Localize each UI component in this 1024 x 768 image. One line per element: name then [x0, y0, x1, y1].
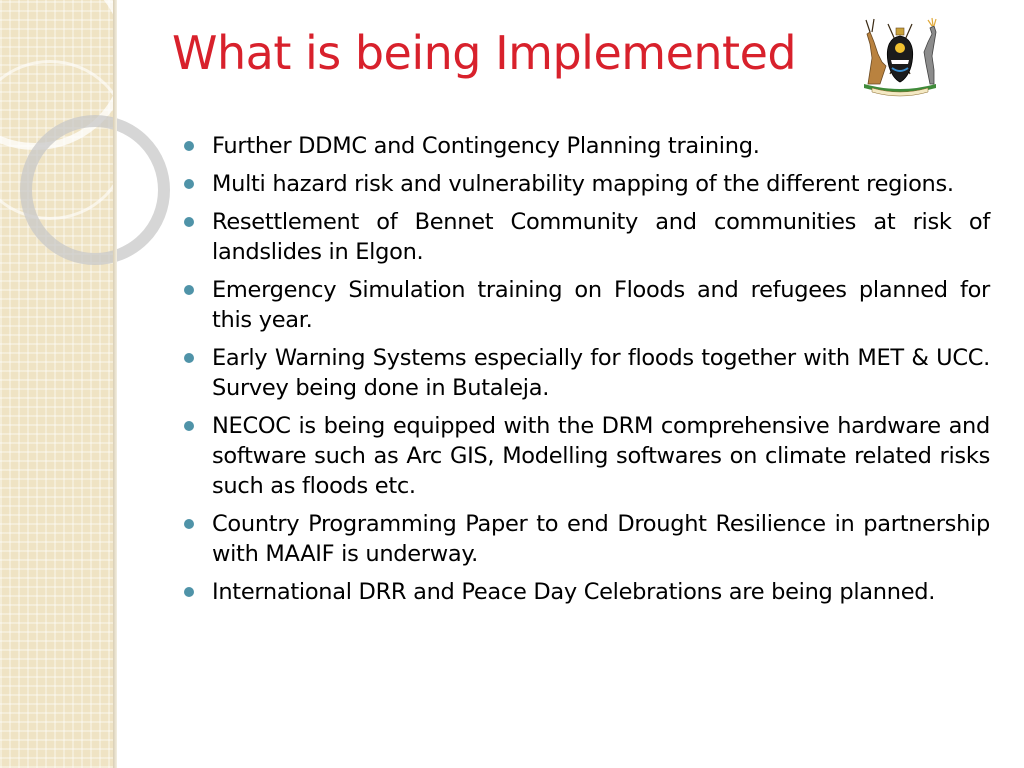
bullet-text: NECOC is being equipped with the DRM comprehensive hardware and software such as Arc GIS, Modelling softwares on climate related risks such as floods etc. [212, 413, 990, 499]
bullet-icon [184, 421, 194, 431]
bullet-icon [184, 587, 194, 597]
list-item [184, 131, 990, 161]
bullet-icon [184, 217, 194, 227]
list-item [184, 577, 990, 607]
coat-of-arms-icon [858, 14, 942, 98]
bullet-icon [184, 519, 194, 529]
decorative-side-panel [0, 0, 113, 768]
slide-title: What is being Implemented [172, 26, 797, 80]
decorative-ring [20, 115, 170, 265]
list-item [184, 411, 990, 501]
bullet-text: Country Programming Paper to end Drought Resilience in partnership with MAAIF is underway. [212, 511, 990, 567]
bullet-icon [184, 285, 194, 295]
bullet-text: Multi hazard risk and vulnerability mapping of the different regions. [212, 171, 954, 197]
bullet-text: Further DDMC and Contingency Planning training. [212, 133, 760, 159]
bullet-icon [184, 141, 194, 151]
bullet-text: Emergency Simulation training on Floods and refugees planned for this year. [212, 277, 990, 333]
list-item [184, 207, 990, 267]
list-item [184, 509, 990, 569]
list-item [184, 343, 990, 403]
bullet-text: Early Warning Systems especially for floods together with MET & UCC. Survey being done in Butaleja. [212, 345, 990, 401]
bullet-text: Resettlement of Bennet Community and communities at risk of landslides in Elgon. [212, 209, 990, 265]
list-item [184, 169, 990, 199]
bullet-icon [184, 179, 194, 189]
bullet-text: International DRR and Peace Day Celebrations are being planned. [212, 579, 936, 605]
list-item [184, 275, 990, 335]
bullet-icon [184, 353, 194, 363]
bullet-list [184, 131, 990, 615]
side-divider [113, 0, 117, 768]
